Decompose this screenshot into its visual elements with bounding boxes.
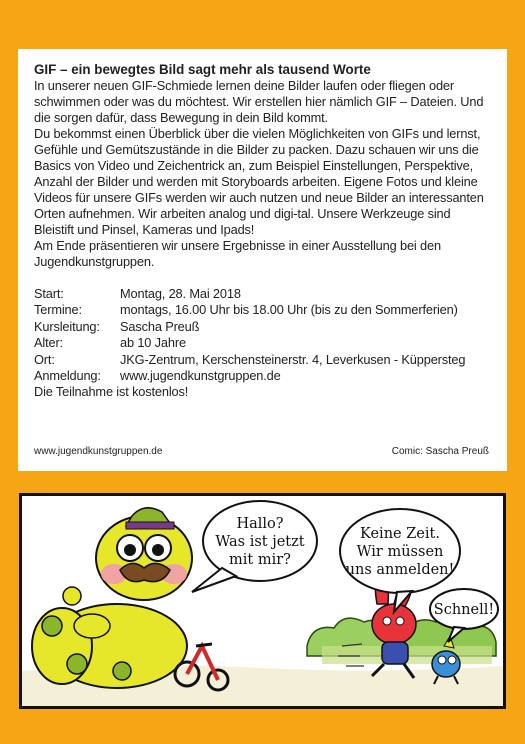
overview-paragraph: Du bekommst einen Überblick über die vielen Möglichkeiten von GIFs und lernst, Gefühle und Gemütszustände in die Bilder zu packen. Dazu schauen wir uns die Basics von Video und Zeichentrick an, zum Beispiel Einstellungen, Perspektive, Anzahl der Bilder und werden mit Storyboards arbeiten. Eigene Fotos und kleine Videos für unsere GIFs werden wir auch nutzen und neue Bilder an interessanten Orten aufnehmen. Wir arbeiten analog und digi-tal. Unsere Werkzeuge sind Bleistift und Pinsel, Kameras und Ipads! bbox=[34, 126, 484, 237]
detail-value: Montag, 28. Mai 2018 bbox=[120, 286, 241, 301]
headline: GIF – ein bewegtes Bild sagt mehr als tausend Worte bbox=[34, 62, 371, 77]
detail-value: JKG-Zentrum, Kerschensteinerstr. 4, Leverkusen - Küppersteg bbox=[120, 351, 466, 367]
detail-row-start bbox=[34, 286, 491, 302]
info-panel bbox=[18, 49, 507, 471]
detail-value: ab 10 Jahre bbox=[120, 335, 186, 351]
closing-paragraph: Am Ende präsentieren wir unsere Ergebnisse in einer Ausstellung bei den Jugendkunstgruppen. bbox=[34, 238, 441, 269]
course-details bbox=[34, 286, 491, 401]
bubble2-line1: Keine Zeit. bbox=[360, 526, 440, 542]
detail-label: Anmeldung: bbox=[34, 368, 101, 384]
bubble2-line2: Wir müssen bbox=[356, 544, 444, 560]
intro-paragraph: In unserer neuen GIF-Schmiede lernen deine Bilder laufen oder fliegen oder schwimmen oder was du möchtest. Wir erstellen hier nämlich GIF – Dateien. Und die sorgen dafür, dass Bewegung in dein Bild kommt. bbox=[34, 78, 484, 125]
detail-row-termine bbox=[34, 302, 491, 318]
detail-value: montags, 16.00 Uhr bis 18.00 Uhr (bis zu den Sommerferien) bbox=[120, 302, 458, 318]
detail-row-anmeldung bbox=[34, 368, 491, 384]
detail-value: Sascha Preuß bbox=[120, 318, 200, 334]
detail-label: Alter: bbox=[34, 335, 63, 351]
bubble3-line1: Schnell! bbox=[433, 602, 495, 618]
footer-credit: Comic: Sascha Preuß bbox=[391, 446, 489, 457]
bubble1-line2: Was ist jetzt bbox=[215, 534, 305, 550]
bubble1-line1: Hallo? bbox=[236, 516, 284, 532]
free-note: Die Teilnahme ist kostenlos! bbox=[34, 384, 189, 400]
footer-url[interactable]: www.jugendkunstgruppen.de bbox=[34, 446, 163, 457]
detail-row-alter bbox=[34, 335, 491, 351]
detail-row-ort bbox=[34, 352, 491, 368]
free-note-row bbox=[34, 384, 491, 400]
comic-panel bbox=[19, 493, 506, 709]
detail-label: Termine: bbox=[34, 302, 82, 318]
detail-label: Ort: bbox=[34, 351, 55, 367]
detail-row-kursleitung bbox=[34, 319, 491, 335]
detail-label: Kursleitung: bbox=[34, 318, 100, 334]
bubble2-line3: uns anmelden! bbox=[345, 562, 455, 578]
registration-link[interactable]: www.jugendkunstgruppen.de bbox=[120, 368, 281, 384]
bubble1-line3: mit mir? bbox=[229, 552, 291, 568]
comic-illustration bbox=[22, 496, 503, 706]
detail-label: Start: bbox=[34, 286, 64, 301]
